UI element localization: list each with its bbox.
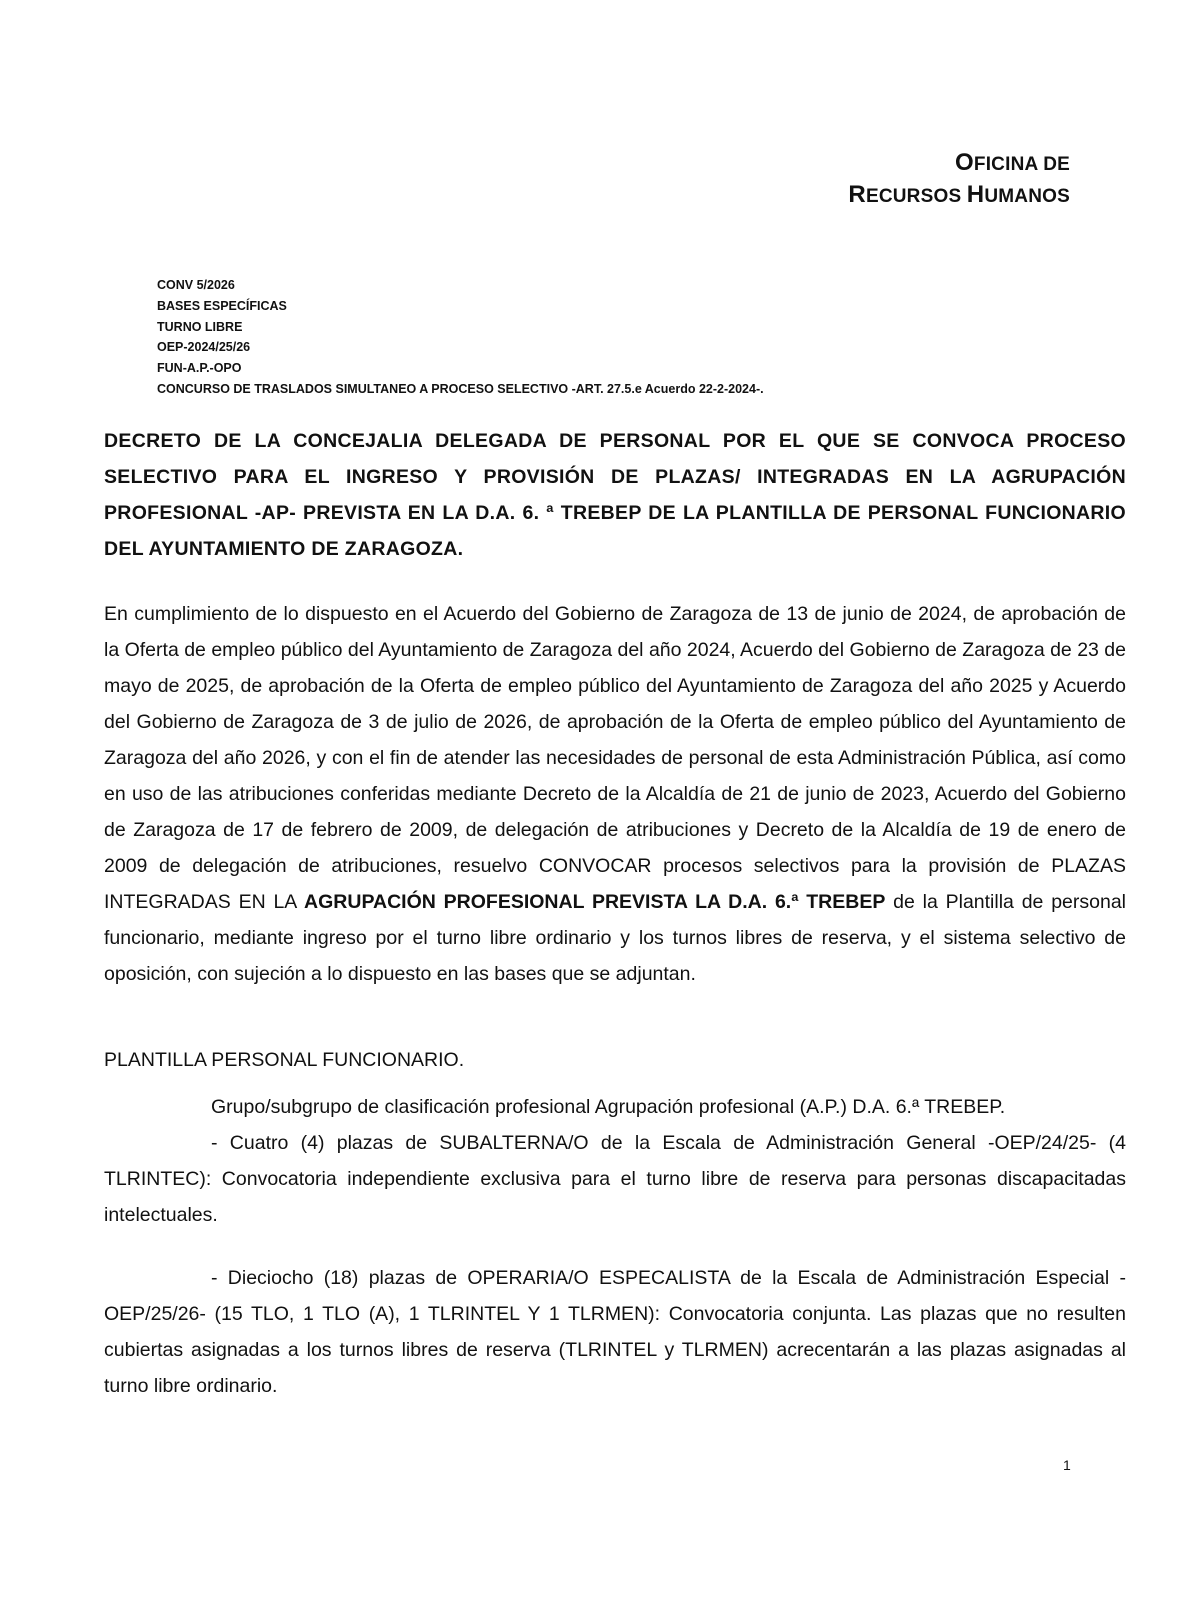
- page-number: 1: [1063, 1457, 1071, 1473]
- office-text: FICINA DE: [973, 154, 1070, 175]
- intro-emphasis: AGRUPACIÓN PROFESIONAL PREVISTA LA D.A. 6.ª TREBEP: [304, 891, 886, 913]
- reference-line: TURNO LIBRE: [157, 319, 243, 334]
- office-initial: O: [955, 149, 974, 176]
- reference-block: [157, 275, 764, 400]
- office-initial: R: [848, 181, 866, 208]
- reference-line: CONV 5/2026: [157, 278, 235, 292]
- office-text: UMANOS: [984, 186, 1070, 207]
- reference-line: FUN-A.P.-OPO: [157, 361, 242, 376]
- plaza-item-subalterna: - Cuatro (4) plazas de SUBALTERNA/O de la Escala de Administración General -OEP/24/25- (4 TLRINTEC): Convocatoria independiente exclusiva para el turno libre de reserva para personas discapacitadas intelectuales.: [104, 1132, 1126, 1226]
- intro-text: En cumplimiento de lo dispuesto en el Acuerdo del Gobierno de Zaragoza de 13 de junio de 2024, de aprobación de la Oferta de empleo público del Ayuntamiento de Zaragoza del año 2024, Acuerdo del Gobierno de Zaragoza de 23 de mayo de 2025, de aprobación de la Oferta de empleo público del Ayuntamiento de Zaragoza del año 2025 y Acuerdo del Gobierno de Zaragoza de 3 de julio de 2026, de aprobación de la Oferta de empleo público del Ayuntamiento de Zaragoza del año 2026, y con el fin de atender las necesidades de personal de esta Administración Pública, así como en uso de las atribuciones conferidas mediante Decreto de la Alcaldía de 21 de junio de 2023, Acuerdo del Gobierno de Zaragoza de 17 de febrero de 2009, de delegación de atribuciones y Decreto de la Alcaldía de 19 de enero de 2009 de delegación de atribuciones, resuelvo CONVOCAR procesos selectivos para la provisión de PLAZAS INTEGRADAS EN LA: [104, 603, 1126, 913]
- intro-paragraph: [104, 596, 1126, 992]
- intro-text-end: de la Plantilla de personal funcionario, mediante ingreso por el turno libre ordinario y los turnos libres de reserva, y el sistema selectivo de oposición, con sujeción a lo dispuesto en las bases que se adjuntan.: [104, 891, 1126, 985]
- office-header: [848, 148, 1070, 212]
- decree-title: DECRETO DE LA CONCEJALIA DELEGADA DE PERSONAL POR EL QUE SE CONVOCA PROCESO SELECTIVO PARA EL INGRESO Y PROVISIÓN DE PLAZAS/ INTEGRADAS EN LA AGRUPACIÓN PROFESIONAL -AP- PREVISTA EN LA D.A. 6. ª TREBEP DE LA PLANTILLA DE PERSONAL FUNCIONARIO DEL AYUNTAMIENTO DE ZARAGOZA.: [104, 430, 1126, 560]
- reference-line: CONCURSO DE TRASLADOS SIMULTANEO A PROCESO SELECTIVO -ART. 27.5.e Acuerdo 22-2-2024-.: [157, 381, 764, 396]
- reference-line: OEP-2024/25/26: [157, 340, 251, 355]
- reference-line: BASES ESPECÍFICAS: [157, 298, 287, 313]
- office-header-line-1: [848, 148, 1070, 180]
- plaza-item-operaria: - Dieciocho (18) plazas de OPERARIA/O ESPECALISTA de la Escala de Administración Especial -OEP/25/26- (15 TLO, 1 TLO (A), 1 TLRINTEL Y 1 TLRMEN): Convocatoria conjunta. Las plazas que no resulten cubiertas asignadas a los turnos libres de reserva (TLRINTEL y TLRMEN) acrecentarán a las plazas asignadas al turno libre ordinario.: [104, 1267, 1126, 1397]
- office-initial: H: [966, 181, 985, 208]
- group-line: Grupo/subgrupo de clasificación profesional Agrupación profesional (A.P.) D.A. 6.ª TREBEP.: [211, 1096, 1006, 1118]
- office-text: ECURSOS: [865, 186, 967, 207]
- section-heading: PLANTILLA PERSONAL FUNCIONARIO.: [104, 1049, 465, 1071]
- office-header-line-2: [848, 180, 1070, 212]
